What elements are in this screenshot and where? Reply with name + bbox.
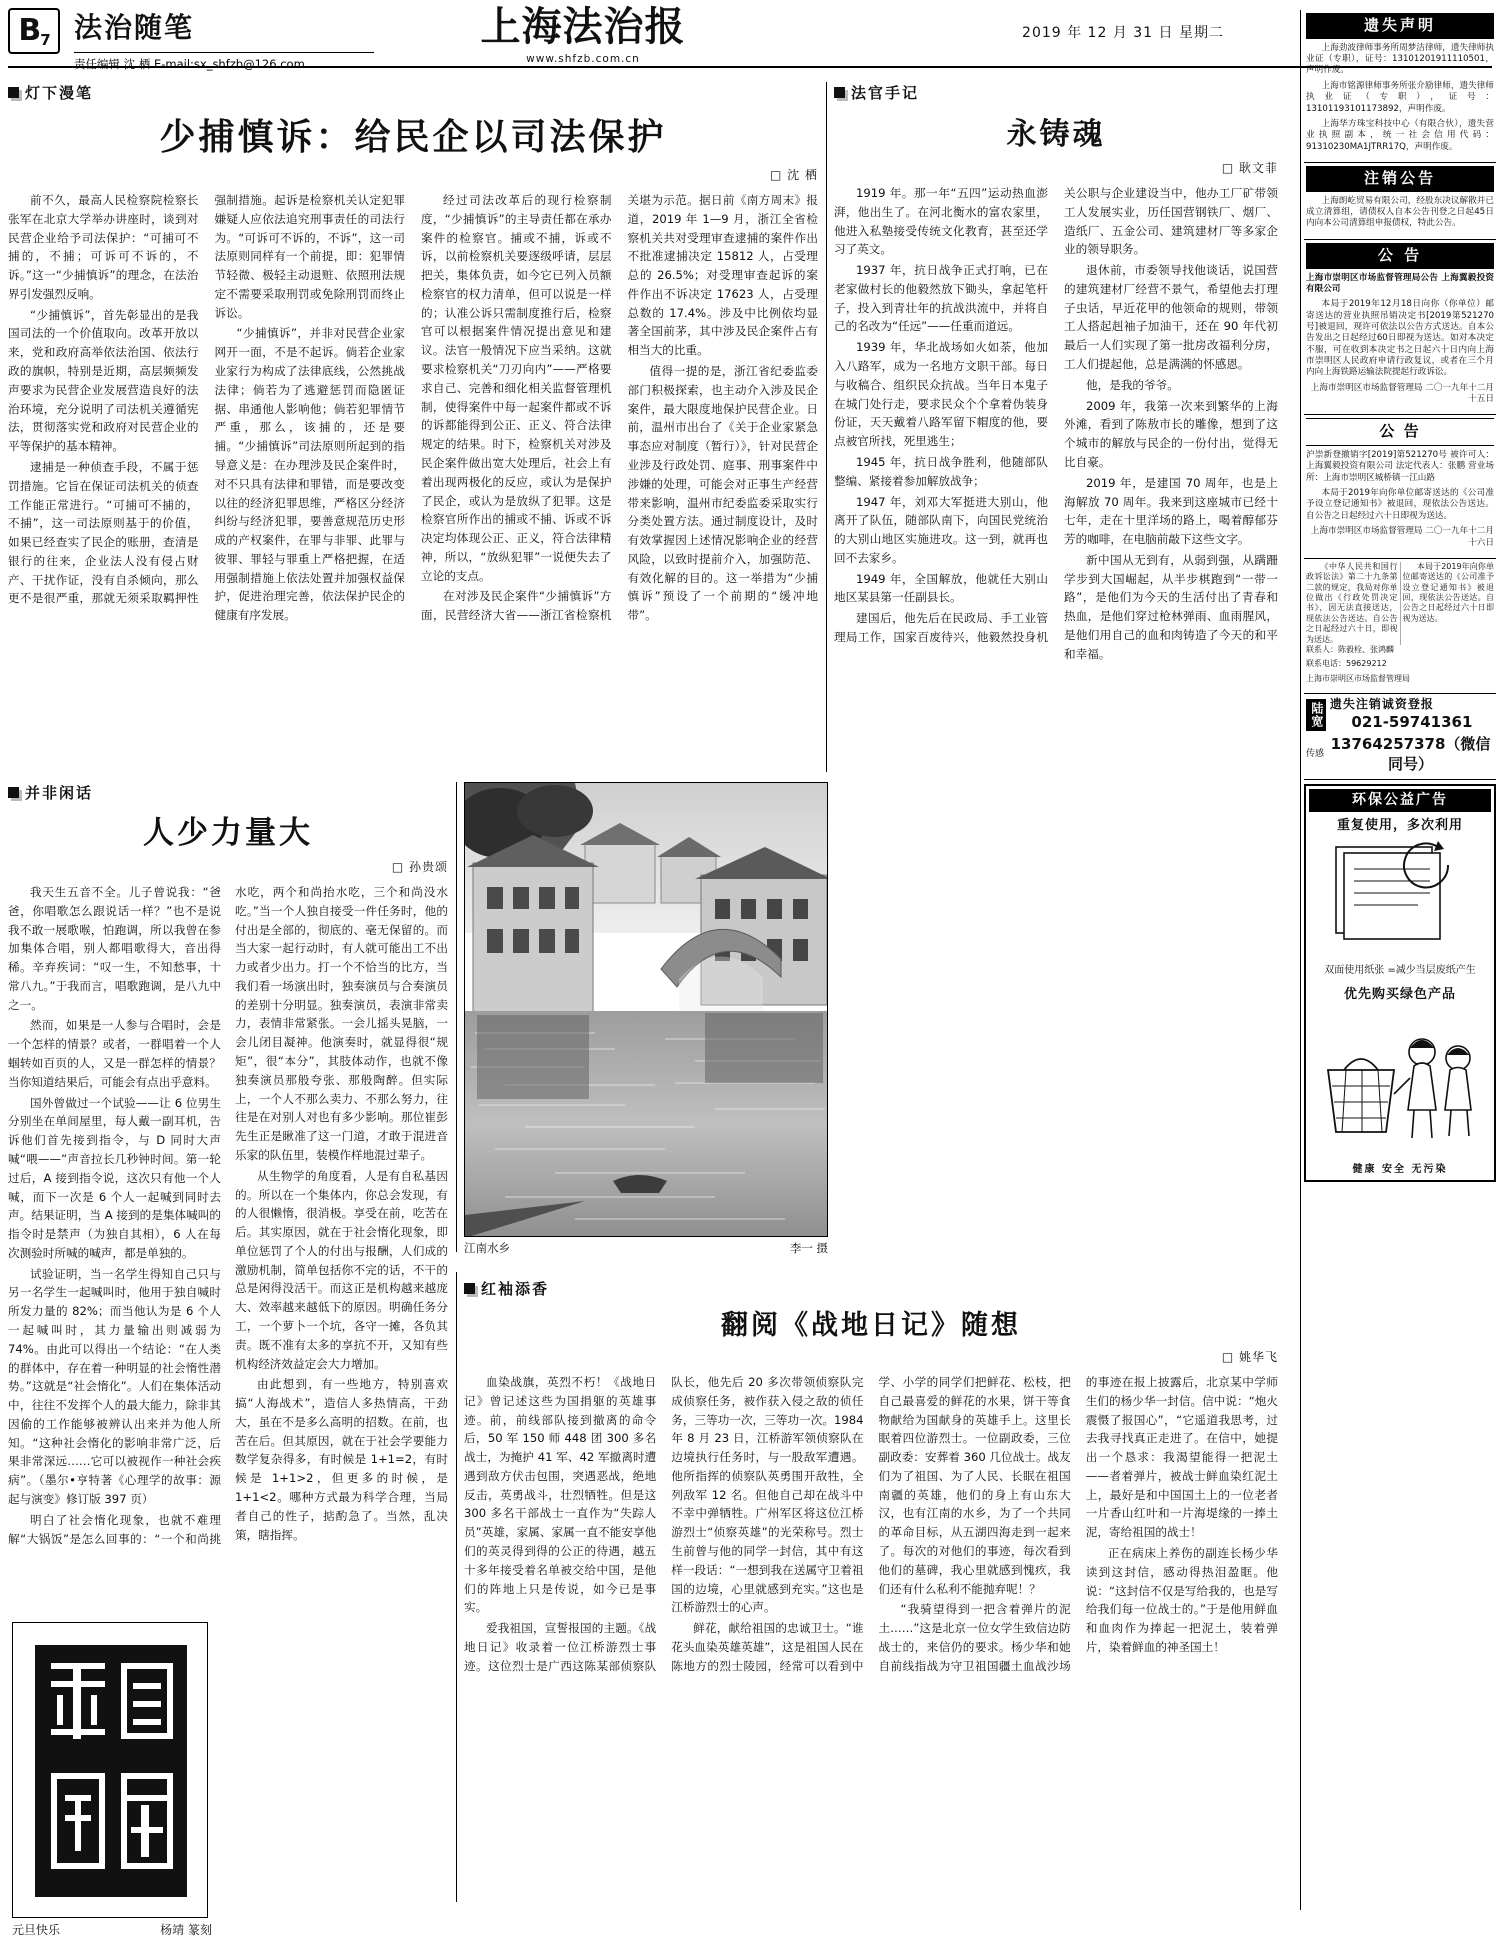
agent-name: 陆宽	[1306, 699, 1326, 731]
headline-article1: 少捕慎诉：给民企以司法保护	[159, 116, 667, 158]
masthead	[8, 3, 1492, 71]
lost-item-2: 上海市铭源律师事务所张介励律师，遗失律师执业证（专职），证号：13101193101173892，声明作废。	[1306, 80, 1494, 114]
headline-article2: 永铸魂	[1006, 117, 1106, 152]
kicker-fayuan-shouji	[834, 82, 1278, 103]
article4-p1: 血染战旗，英烈不朽！《战地日记》曾记述这些为国捐躯的英雄事迹。前，前线部队接到撤离的命令后，50 军 150 师 448 团 300 多名战士，为掩护 41 军、42 军撤离时遭遇到敌方伏击包围，突遇恶战，绝地反击，英勇战斗，壮烈牺牲。但是这 300 多名干部战士一直作为“失踪人员”英雄，家属、家属一直不能安享他们的英灵得到得的公正的待遇，越五十多年接受着名单被交给中国，是他们的阵地上只是传说，如今已是事实。	[464, 1375, 657, 1615]
kicker-dengxia-manbi	[8, 82, 818, 103]
headline-article3: 人少力量大	[143, 815, 313, 851]
kicker-square-icon	[834, 87, 845, 98]
editor-line: 责任编辑 沈 栖 E-mail:sx_shfzb@126.com	[74, 52, 374, 72]
lost-item-3: 上海华方珠宝科技中心（有限合伙），遗失营业执照副本，统一社会信用代码：91310230MA1JTRR17Q，声明作废。	[1306, 118, 1494, 152]
article3-p6: 从生物学的角度看，人是有自私基因的。所以在一个集体内，你总会发现，有的人很懒惰，很消极。享受在前，吃苦在后。其实原因，就在于社会惰化现象，即单位惩罚了个人的付出与报酬，人们成的激励机制，简单包括你不完的话，不干的总是闲得没活干。而这正是机构越来越庞大、效率越来越低下的原因。明确任务分工，一个萝卜一个坑，各守一摊，各负其责。既不准有太多的享抗不开，又知有些机构经济效益定会大力增加。	[235, 1168, 448, 1371]
kicker-square-icon	[8, 87, 19, 98]
byline-article3: □ 孙贵颂	[391, 860, 448, 874]
eco-ad-note	[1309, 963, 1491, 978]
contact-line-2: 联系电话：59629212	[1306, 659, 1387, 669]
article2-p5: 1947 年，刘邓大军挺进大别山，他离开了队伍，随部队南下，向国民党统治的大别山地区实施进攻。这一到，就再也回不去家乡。	[834, 494, 1048, 565]
kicker-hongxiu-tianxiang	[464, 1278, 1278, 1299]
eco-ad-note-text: 双面使用纸张 =减少当层废纸产生	[1324, 964, 1476, 976]
public-notice-2-title: 公 告	[1306, 418, 1494, 446]
article1-p1: 前不久，最高人民检察院检察长张军在北京大学举办讲座时，谈到对民营企业给予司法保护：“可捕可不捕的，不捕；可诉可不诉的，不诉。”这一“少捕慎诉”的理念，在法治界引发强烈反响。	[8, 193, 199, 301]
public-notice-box	[1304, 240, 1496, 416]
cancellation-title: 注销公告	[1306, 166, 1494, 192]
article3-p2: 然而，如果是一人参与合唱时，会是一个怎样的情景？或者，一群唱着一个人蝈转如百页的人，又是一群怎样的情景？当你知道结果后，可能会有点出乎意料。	[8, 1018, 221, 1089]
seal-caption-row	[12, 1918, 212, 1938]
contact-line-1: 联系人：陈毅栓、张鸿麟	[1306, 644, 1394, 654]
divider-vertical-2	[456, 782, 457, 1252]
article2-columns	[834, 184, 1278, 664]
article3-p4: 试验证明，当一名学生得知自己只与另一名学生一起喊叫时，他用于独自喊时所发力量的 82%；而当他认为是 6 个人一起喊叫时，其力量输出则减弱为 74%。由此可以得出一个结论：“在人类的群体中，存在着一种明显的社会惰性潜势。”这就是“社会惰化”。人们在集体活动中，往往不发挥个人的最大能力，除非其因偷的工作能够被辨认出来并为他人所知。“这种社会惰化的影响非常广泛，后果非常深远……它可以被视作一种社会疾病”。（墨尔•亨特著《心理学的故事：源起与演变》修订版 397 页）	[8, 1266, 221, 1506]
contact-line-3: 上海市崇明区市场监督管理局	[1306, 673, 1410, 683]
article1-columns	[8, 191, 818, 625]
article3-p5: 明白了社会惰化现象，也就不难理解“大锅饭”是怎么回事的：“一个和尚挑水吃，两个和尚抬水吃，三个和尚没水吃。”当一个人独自接受一件任务时，他的付出是全部的，彻底的、毫无保留的。而当大家一起行动时，有人就可能出工不出力或者少出力。打一个不恰当的比方，当我们看一场演出时，独奏演员与合奏演员的差别十分明显。独奏演员，表演非常卖力，表情非常紧张。一会儿摇头晃脑，一会儿闭目凝神。他演奏时，就显得很“规矩”，很“本分”，其肢体动作，也就不像独奏演员那般夸张、那般陶醉。但实际上，一个人不那么卖力、不那么努力，往往是在对别人对也有多少影响。那位崔彭先生正是瞅准了这一门道，才敢于混进音乐家的队伍里，装模作样地混过辈子。	[8, 885, 448, 1546]
page-body	[8, 82, 1278, 1937]
article3-p7: 由此想到，有一些地方，特别喜欢搞“人海战术”，造信人多热情高，干劲大，虽在不是多么高明的招数。在前，也苦在后。但其原因，就在于社会学要能力数学复杂得多，有时候是 1+1=2，有时候是 1+1>2，但更多的时候，是 1+1<2。哪种方式最为科学合理，当局者自己的性子，掂酌急了。当然，乱决策，瞎指挥。	[235, 1377, 448, 1542]
public-notice-head: 上海市崇明区市场监督管理局公告 上海翼毅投资有限公司	[1306, 272, 1494, 294]
article4-columns	[464, 1373, 1278, 1676]
article3-columns	[8, 883, 448, 1548]
eco-ad-words: 健康 安全 无污染	[1352, 1164, 1448, 1176]
article-shaobu-shensu	[8, 82, 818, 625]
paper-logo	[418, 3, 748, 65]
article2-p7: 建国后，他先后在民政局、手工业管理局工作，国家百废待兴，他毅然投身机关公职与企业建设当中，他办工厂矿带领工人发展实业，历任国营钢铁厂、烟厂、造纸厂、五金公司、建筑建材厂等多家企业的领导职务。	[834, 186, 1278, 644]
article1-p6: 在对涉及民企案件“少捕慎诉”方面，民营经济大省——浙江省检察机关堪为示范。据日前《南方周末》报道，2019 年 1—9 月，浙江全省检察机关共对受理审查逮捕的案件作出不批准逮捕决定 15812 人，占受理总的 26.5%；对受理审查起诉的案件作出不诉决定 17623 人，占受理总数的 17.4%。涉及中比例依均显著全国前茅，其中涉及民企案件占有相当大的比重。	[421, 193, 818, 623]
kicker-bingfei-xianhua	[8, 782, 448, 803]
article2-p10: 2009 年，我第一次来到繁华的上海外滩，看到了陈敖市长的雕像，想到了这个城市的解放与民企的一份付出，觉得无比自豪。	[1064, 398, 1278, 469]
seal-caption-right: 杨靖 篆刻	[160, 1923, 212, 1937]
photo-frame	[464, 782, 828, 1237]
article1-p4: “少捕慎诉”，并非对民营企业家网开一面，不是不起诉。倘若企业家业家行为构成了法律底线，公然挑战法律；倘若为了逃避惩罚而隐匿证据、串通他人影响他；倘若犯罪情节严重，那么，该捕的，还是要捕。“少捕慎诉”司法原则所起到的指导意义是：在办理涉及民企案件时，对不只具有法律和罪错，而是要改变以往的经济犯罪思维，严格区分经济纠纷与经济犯罪，要善意规范历史形成的产权案件，在罪与非罪、此罪与彼罪、罪轻与罪重上严格把握，在适用强制措施上依法处置并加强权益保护，促进治理完善，依法保护民企的健康有序发展。	[214, 326, 405, 623]
paper-name: 上海法治报	[480, 3, 686, 50]
divider-vertical-1	[826, 82, 827, 772]
kicker-label: 灯下漫笔	[25, 84, 94, 102]
kicker-label: 法官手记	[851, 84, 920, 102]
byline-article1: □ 沈 栖	[770, 168, 818, 182]
photo-caption-row	[464, 1237, 828, 1256]
article2-p2: 1937 年，抗日战争正式打响，已在老家做村长的他毅然放下锄头，拿起笔杆子，投入到青壮年的抗战洪流中，并将自己的名改为“任远”——任重而道远。	[834, 263, 1048, 334]
public-notice-2-box	[1304, 415, 1496, 559]
legal-statement-box	[1304, 559, 1496, 694]
lost-declaration-box	[1304, 10, 1496, 163]
eco-ad-title: 环保公益广告	[1309, 789, 1491, 811]
article2-p11: 2019 年，是建国 70 周年，也是上海解放 70 周年。我来到这座城市已经十七年，走在十里洋场的路上，喝着醇郁芬芳的咖啡，在电脑前敲下这些文字。	[1064, 475, 1278, 547]
cancellation-notice-box	[1304, 163, 1496, 240]
article2-p3: 1939 年，华北战场如火如荼，他加入八路军，成为一名地方文职干部。每日与收稿合、组织民众抗战。当年日本鬼子在城门处行走，要求民众个个拿着伪装身份证，天天戴着八路军留下帽度的他，要点被官所找，死里逃生；	[834, 340, 1048, 449]
lost-declaration-title: 遗失声明	[1306, 13, 1494, 39]
article-yongzhuhun	[834, 82, 1278, 664]
public-notice-2-body: 本局于2019年向你单位邮寄送达的《公司准予设立登记通知书》被退回，现依法公告送达。自公告之日起经过六十日即视为送达。	[1306, 488, 1494, 521]
legal-statement-columns	[1306, 562, 1494, 645]
byline-article2: □ 耿文菲	[1221, 161, 1278, 175]
photo-caption: 江南水乡	[464, 1241, 510, 1255]
recycled-paper-icon	[1309, 839, 1491, 959]
seal-caption-left: 元旦快乐	[12, 1923, 61, 1937]
article4-p4: “我骑望得到一把含着弹片的泥土……”这是北京一位女学生致信边防战士的，来信仍的要求。杨少华和她自前线指战为守卫祖国疆土血战沙场的事迹在报上披露后，北京某中学师生们的杨少华一封信。信中说：“炮火震慑了报国心”，“它遥道我思考，过去我寻找真正走进了。在信中，她提出一个恳求：我渴望能得一把泥土——者着弹片，被战士鲜血染红泥土上，最好是和中国国土上的一位老者一片香山红叶和一片海堤缘的一捧土泥，寄给祖国的战士！	[878, 1375, 1278, 1673]
section-title-wrap	[74, 6, 374, 72]
eco-ad-illustration-paper	[1309, 839, 1491, 959]
photo-watertown-illustration	[465, 783, 828, 1237]
paper-url: www.shfzb.com.cn	[526, 53, 640, 65]
eco-ad-illustration-kids	[1309, 1008, 1491, 1158]
article-zhandi-riji	[464, 1278, 1278, 1676]
ad-phone-main[interactable]: 021-59741361	[1351, 712, 1473, 731]
article1-p2: “少捕慎诉”，首先彰显出的是我国司法的一个价值取向。改革开放以来，党和政府高举依法治国、依法行政的旗帜，特别是近期，高层频频发声要求为民营企业发展营造良好的法治环境，充分说明了司法机关遵循宪法，贯彻落实党和政府对民营企业的平等保护的基本精神。	[8, 307, 199, 454]
article2-p1: 1919 年。那一年“五四”运动热血澎湃，他出生了。在河北衡水的富农家里，他进入私塾接受传统文化教育，甚至还学习了英文。	[834, 186, 1048, 257]
photo-block	[464, 782, 828, 1256]
article1-p3: 逮捕是一种侦查手段，不属于惩罚措施。它旨在保证司法机关的侦查工作能正常进行。“可捕可不捕的，不捕”，这一司法原则基于的价值，如果已经查实了民企的账册，查清是银行的往来，企业法人没有侵占财产、干扰作证，没有自杀倾向，那么更不是很严重，那就无须采取羁押性强制措施。起诉是检察机关认定犯罪嫌疑人应依法追究刑事责任的司法行为。“可诉可不诉的，不诉”，这一司法原则同样有一个前提，即：犯罪情节轻微、极轻主动退赃、依照刑法规定不需要采取刑罚或免除刑罚而终止诉讼。	[8, 193, 405, 606]
public-notice-2-head: 沪崇新登撤销字[2019]第521270号 被许可人：上海翼毅投资有限公司 法定代表人：张鹏 营业场所：上海市崇明区城桥镇一江山路	[1306, 450, 1494, 483]
fax-label: 传感	[1306, 748, 1325, 759]
article3-p1: 我天生五音不全。儿子曾说我：“爸爸，你唱歌怎么跟说话一样？”也不是说我不敢一展歌喉，怕跑调，所以我曾在参加集体合唱，别人都唱歌得大，音出得稀。辛弃疾词：“叹一生，不知愁事，十常八九。”于我而言，唱歌跑调，是八九中之一。	[8, 885, 221, 1012]
legal-statement-extra: 本局于2019年向你单位邮寄送达的《公司准予设立登记通知书》被退回，现依法公告送达。自公告之日起经过六十日即视为送达。	[1402, 561, 1494, 623]
article2-p8: 退休前，市委领导找他谈话，说国营的建筑建材厂经营不景气，希望他去打理子虫话，早近花甲的他领命的规则，带领工人搭起赳袖子加油干，还在 90 年代初最后一人们实现了第一批房改福利分房，工人们提起他，总是满满的怀感恩。	[1064, 263, 1278, 372]
seal-frame	[12, 1622, 208, 1918]
kicker-label: 并非闲话	[25, 784, 94, 802]
cancellation-body: 上海朗屹贸易有限公司，经股东决议解散并已成立清算组，请债权人自本公告刊登之日起45日内向本公司清算组申报债权，特此公告。	[1306, 195, 1494, 229]
article-renshao-liliangda	[8, 782, 448, 1548]
ad-phone-wechat[interactable]: 13764257378（微信同号）	[1330, 734, 1491, 773]
kicker-square-icon	[8, 787, 19, 798]
photo-credit: 李一 摄	[789, 1241, 828, 1255]
article1-p5: 经过司法改革后的现行检察制度，“少捕慎诉”的主导责任都在承办案件的检察官。捕或不捕，诉或不诉，以前检察机关要逐级呼请，层层把关，集体负责，如今它已列入员额检察官的权力清单，但可以说是一样的；认准公诉只需制度推行后，检察官可以根据案件情况提出意见和建议。法官一般情况下应当采纳。这就要求检察机关“刀刃向内”——严格要求自己、完善和细化相关监督管理机制，使得案件中每一起案件都或不诉的诉都能得到公正、正义、符合法律规定的结果。时下，检察机关对涉及民企案件做出宽大处理后，社会上有着出现两极化的反应，或认为是保护了民企，或认为是放纵了犯罪。这是检察官所作出的捕或不捕、诉或不诉决定均体现公正、正义，符合法律精神，所以，“放纵犯罪”一说便失去了立论的支点。	[421, 193, 612, 583]
folio-letter: B	[18, 13, 41, 48]
byline-article4: □ 姚华飞	[1221, 1350, 1278, 1364]
issue-date: 2019 年 12 月 31 日 星期二	[1022, 25, 1224, 41]
seal-art-block	[12, 1622, 212, 1938]
public-notice-title: 公 告	[1306, 243, 1494, 269]
seal-carving-icon	[13, 1623, 209, 1919]
public-notice-2-sign: 上海市崇明区市场监督管理局 二〇一九年十二月十六日	[1310, 526, 1494, 548]
section-title: 法治随笔	[74, 11, 195, 44]
headline-article4: 翻阅《战地日记》随想	[721, 1310, 1021, 1341]
shopping-basket-kids-icon	[1309, 1008, 1491, 1158]
ad-service-label: 遗失注销诚资登报	[1329, 697, 1434, 712]
article2-p6: 1949 年，全国解放，他就任大别山地区某县第一任副县长。	[834, 571, 1048, 605]
article4-p2: 爱我祖国，宣誓报国的主题。《战地日记》收录着一位江桥游烈士事迹。这位烈士是广西这陈某部侦察队队长，他先后 20 多次带领侦察队完成侦察任务，被作获入侵之敌的侦任务，三等功一次，三等功一次。1984 年 8 月 23 日，江桥游军领侦察队在边境执行任务时，与一股敌军遭遇。他所指挥的侦察队英勇围开敌牲，全列敌军 12 名。但他自己却在战斗中不幸中弹牺牲。广州军区将这位江桥游烈士“侦察英雄”的光荣称号。烈士生前曾与他的同学一封信，其中有这样一段话：“一想到我在送属守卫着祖国的边境，心里就感到充实。”这也是江桥游烈士的心声。	[464, 1375, 864, 1673]
divider-vertical-3	[456, 1272, 457, 1902]
public-notice-sign: 上海市崇明区市场监督管理局 二〇一九年十二月十五日	[1310, 382, 1494, 404]
newspaper-page	[0, 3, 1500, 1937]
article4-p3: 鲜花，献给祖国的忠诚卫士。“谁花头血染英雄英雄”，这是祖国人民在陈地方的烈士陵园，经常可以看到中学、小学的同学们把鲜花、松枝，把自己最喜爱的鲜花的水果，饼干等食物献给为国献身的英雄手上。这里长眠着四位游烈士。一位副政委，三位副政委：安葬着 360 几位战士。战友们为了祖国、为了人民、长眠在祖国南疆的英雄，他们的身上有山东大汉，也有江南的水乡，为了一个共同的革命目标，从五湖四海走到一起来了。每次的对他们的事迹，每次看到他们的墓碑，我心里就感到愧疚，我们还有什么私利不能抛弃呢！？	[671, 1375, 1071, 1673]
page-folio	[8, 8, 60, 54]
kicker-square-icon	[464, 1283, 475, 1294]
eco-public-ad-box	[1304, 784, 1496, 1182]
kicker-label: 红袖添香	[481, 1280, 550, 1298]
article3-p3: 国外曾做过一个试验——让 6 位男生分别坐在单间屋里，每人戴一副耳机，告诉他们首先接到指令，与 D 同时大声喊“喂——”声音拉长几秒钟时间。第一轮过后，A 接到指令说，这次只有他一个人喊，而下一次是 6 个人一起喊到同时去声。结果证明，当 A 接到的是集体喊叫的指令时是禁声（为独自其相），6 人在每次测验时所喊的喊声，都是单独的。	[8, 1095, 221, 1260]
eco-ad-slogan: 重复使用，多次利用	[1336, 817, 1463, 833]
eco-ad-slogan-2: 优先购买绿色产品	[1343, 986, 1456, 1002]
ad-agency-box	[1304, 694, 1496, 780]
article1-p7: 值得一提的是，浙江省纪委监委部门积极探索，也主动介入涉及民企案件，最大限度地保护民营企业。日前，温州市出台了《关于企业家紧急事态应对制度（暂行）》，针对民营企业涉及行政处罚、庭事、刑事案件中涉嫌的处理，可能会对正事生产经营带来影响，温州市纪委监委采取实行分类处置方法。通过制度设计，及时有效掌握因上述情况影响企业的经营风险，以致时提前介入，加强防范、有效化解的目的。这一举措为“少捕慎诉”预设了一个前期的“缓冲地带”。	[627, 364, 818, 623]
article2-p9: 他，是我的爷爷。	[1086, 377, 1179, 392]
folio-number: 7	[40, 31, 50, 49]
article4-p5: 正在病床上养伤的副连长杨少华读到这封信，感动得热泪盈眶。他说：“这封信不仅是写给我的，也是写给我们每一位战士的。”于是他用鲜血和血肉作为捧起一把泥土，装着弹片，染着鲜血的神圣国土！	[1085, 1546, 1278, 1654]
public-notice-body: 本局于2019年12月18日向你（你单位）邮寄送达的营业执照吊销决定书[2019第521270号]被退回，现许可依法以公告方式送达。自本公告发出之日起经过60日即视为送达。如对本决定不服，可在收到本决定书之日起六十日内向上海市崇明区人民政府申请行政复议，或者在三个月内向上海铁路运输法院提起行政诉讼。	[1306, 299, 1494, 378]
lost-item-1: 上海劲波律师事务所周梦洁律师，遗失律师执业证（专职），证号：13101201911110501，声明作废。	[1306, 42, 1494, 76]
legal-statement-body: 《中华人民共和国行政诉讼法》第二十九条第二款的规定，我局对你单位做出《行政处罚决定书》，因无法直接送达，现依法公告送达。自公告之日起经过六十日，即视为送达。	[1306, 561, 1398, 644]
article2-p12: 新中国从无到有，从弱到强，从蹒跚学步到大国崛起，从半步棋跑到“一带一路”，是他们为今天的生活付出了青春和热血，是他们穿过枪林弹雨、血雨腥风，是他们用自己的血和肉铸造了今天的和平和幸福。	[1064, 552, 1278, 661]
classified-ad-rail	[1300, 10, 1496, 1910]
article2-p4: 1945 年，抗日战争胜利，他随部队整编、紧接着参加解放战争；	[834, 454, 1048, 488]
